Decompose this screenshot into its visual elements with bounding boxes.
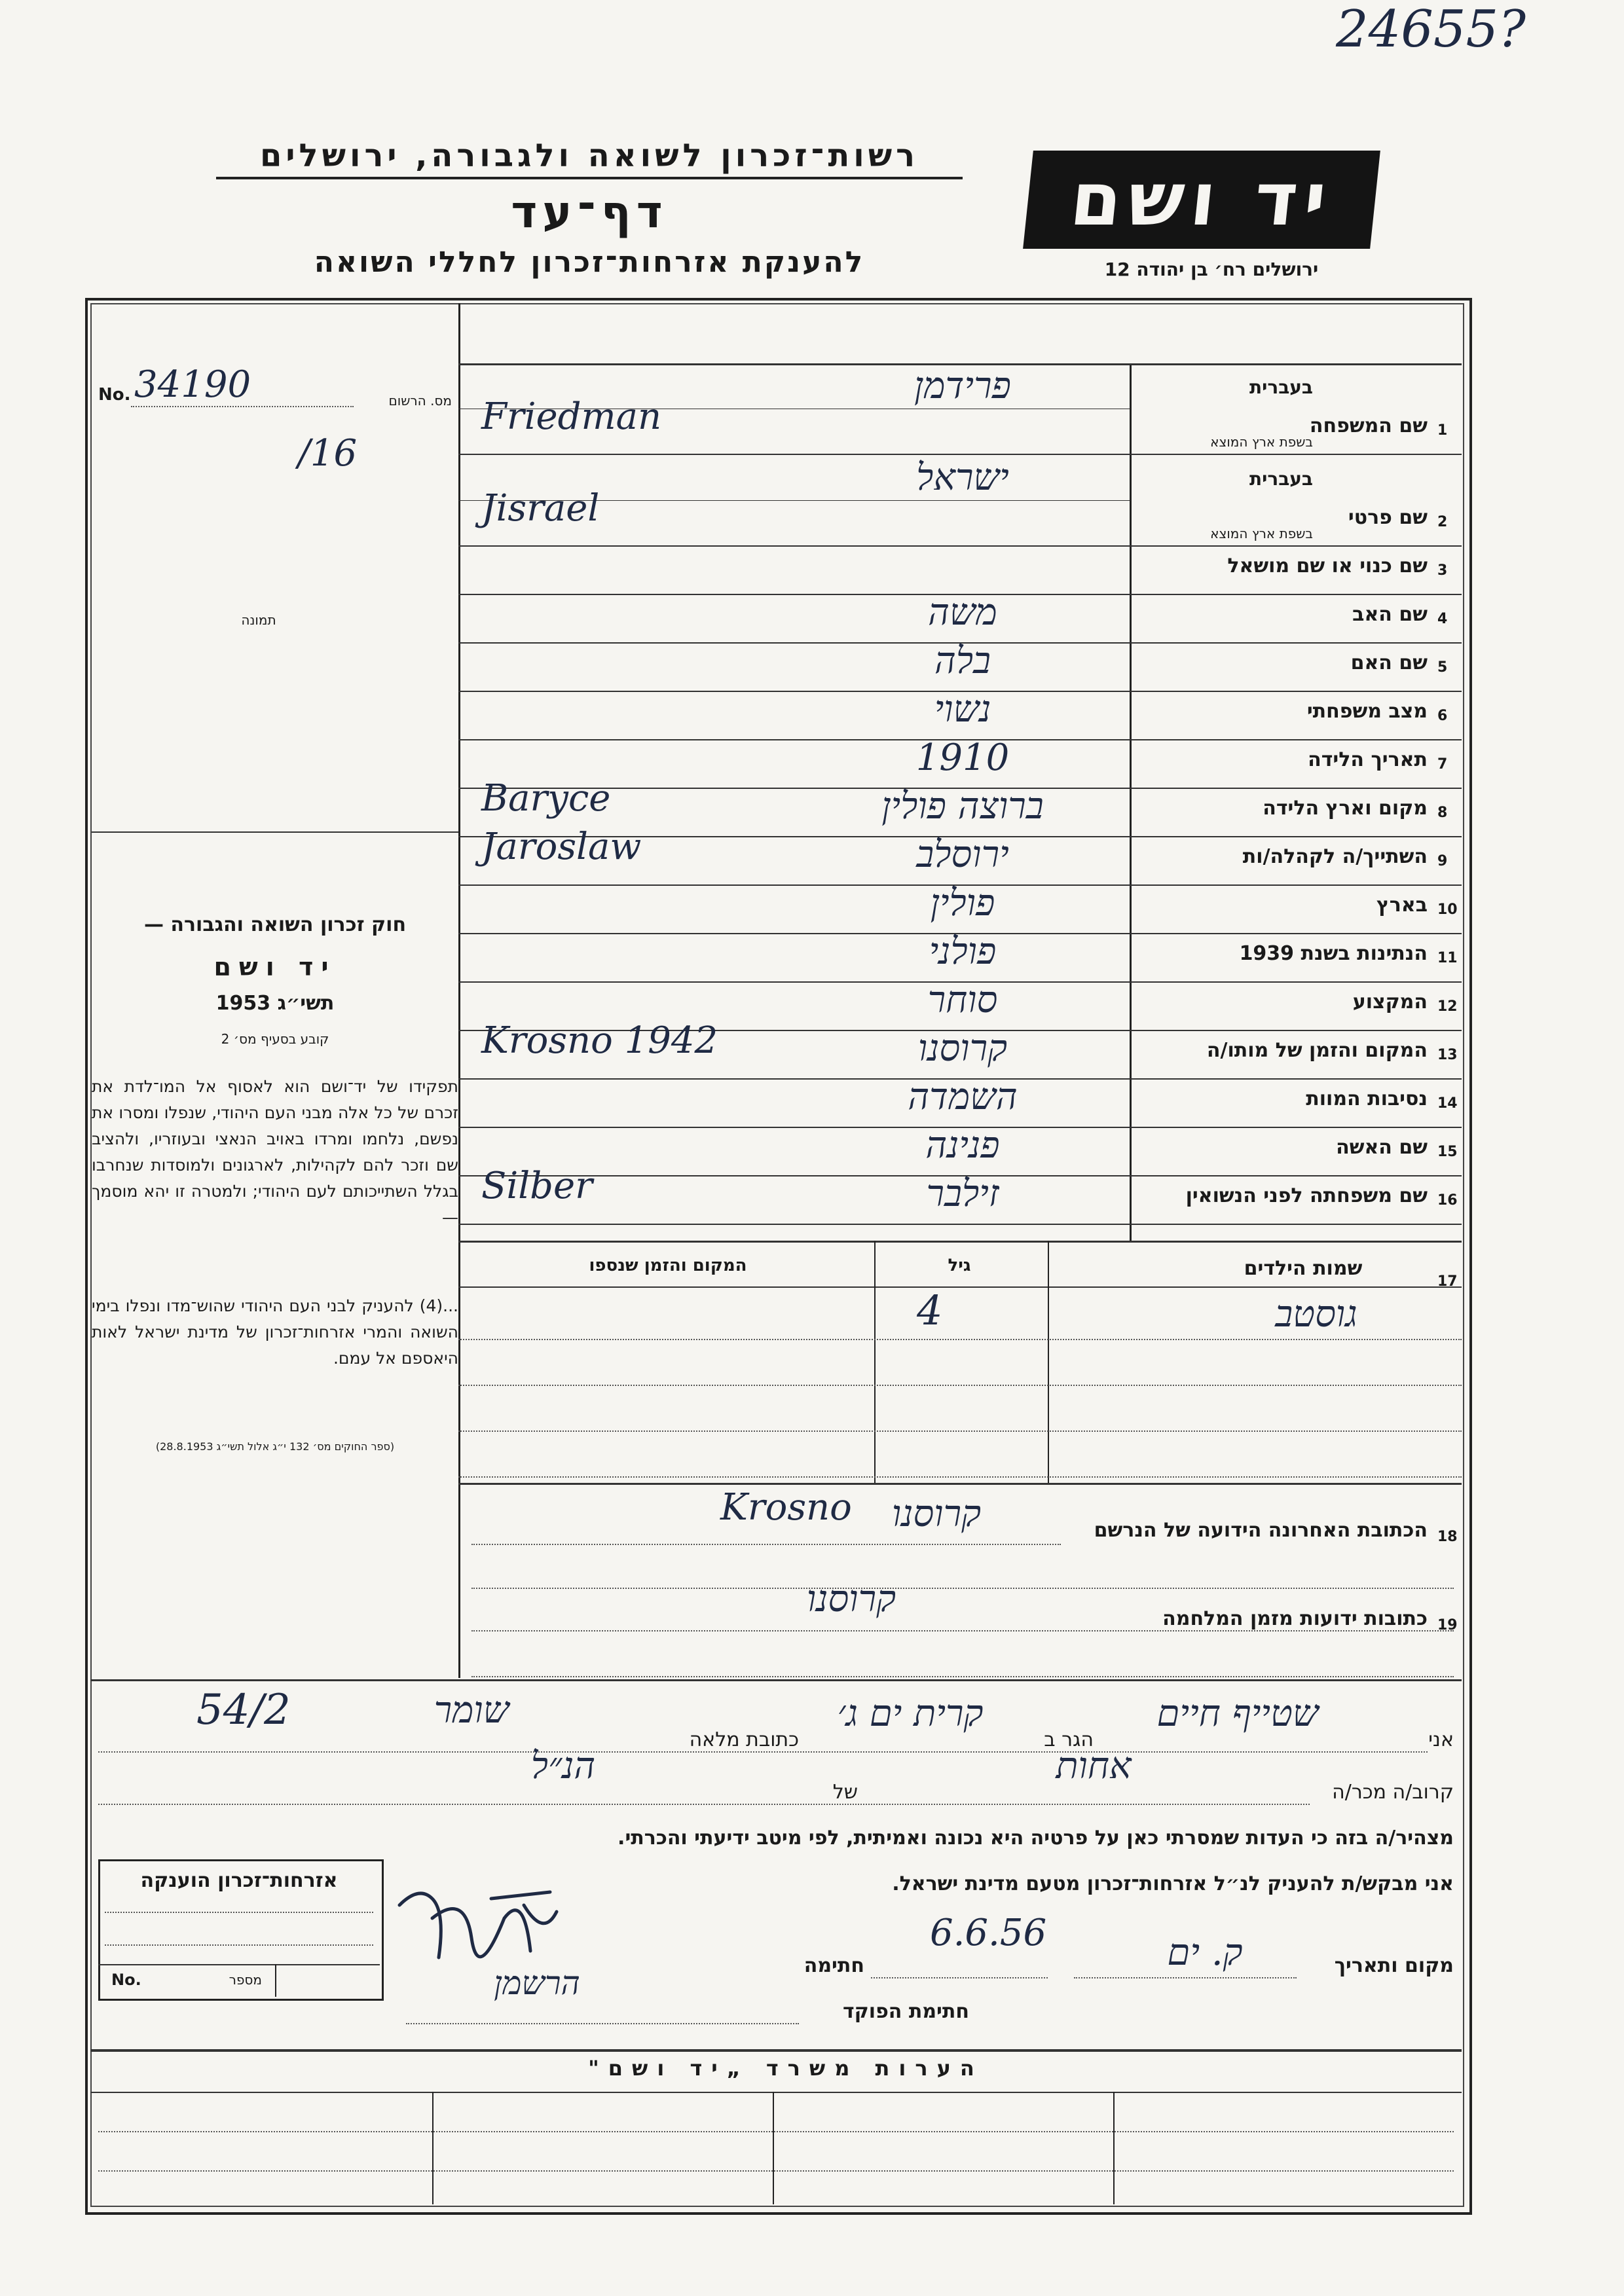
official-name: הרשמן — [494, 1964, 580, 2002]
law-name: יד ושם — [213, 953, 337, 981]
field-19-label: כתובות ידועות מזמן המלחמה — [1162, 1607, 1428, 1630]
children-row-line-2 — [458, 1385, 1462, 1386]
declaration-relation: אחות — [1056, 1745, 1132, 1787]
field-18-line-3 — [471, 1630, 1454, 1631]
office-notes-divider-3 — [1113, 2092, 1115, 2204]
field-18-line-2 — [471, 1588, 1454, 1589]
field-row-line-1 — [458, 454, 1462, 455]
stamp-box-number-label: מספר — [229, 1972, 262, 1988]
law-footnote: (ספר החוקים מס׳ 132 י״ג אלול תשי״ג 28.8.1953) — [155, 1440, 395, 1453]
field-7-value: 1910 — [915, 737, 1010, 779]
field-8-value: ברוצה פולין — [881, 785, 1044, 828]
field-5-label: שם האם — [1350, 651, 1428, 674]
stamp-box-divider — [98, 1964, 380, 1965]
field-12-value: סוחר — [927, 979, 998, 1021]
field-15-value: פנינה — [925, 1124, 1000, 1167]
registration-number: 34190 — [134, 363, 251, 406]
field-9-value-latin: Jaroslaw — [481, 826, 642, 868]
children-row-line-1 — [458, 1339, 1462, 1340]
field-11-value: פולני — [929, 930, 997, 973]
children-col-age: גיל — [948, 1256, 971, 1275]
children-row-line-3 — [458, 1430, 1462, 1432]
declaration-full-address-label: כתובת מלאה — [689, 1728, 799, 1751]
law-paragraph-2: ...(4) להעניק לבני העם היהודי שהוש־מדו ונפלו בימי השואה והמרי אזרחות־זכרון של מדינת ישראל לאות היאספם אל עמם. — [92, 1296, 458, 1368]
field-6-number: 6 — [1437, 708, 1448, 724]
declaration-street: שומר — [434, 1689, 509, 1732]
field-18-line — [471, 1544, 1061, 1545]
field-row-line-2 — [458, 545, 1462, 547]
field-9-number: 9 — [1437, 853, 1448, 869]
field-16-value: זילבר — [926, 1173, 999, 1215]
declaration-top — [90, 1679, 1462, 1681]
place-date-label: מקום ותאריך — [1334, 1954, 1454, 1977]
field-8-number: 8 — [1437, 805, 1448, 821]
field-11-number: 11 — [1437, 950, 1458, 966]
field-5-number: 5 — [1437, 659, 1448, 676]
office-notes-title: הערות משרד „יד ושם" — [588, 2056, 984, 2081]
field-7-number: 7 — [1437, 756, 1448, 773]
field-1-number: 1 — [1437, 422, 1448, 439]
children-col-place: המקום והזמן שנספו — [589, 1256, 747, 1275]
field-15-label: שם האשה — [1336, 1136, 1428, 1159]
declaration-city: קרית ים ג׳ — [837, 1692, 984, 1735]
field-2-value-latin: Jisrael — [481, 487, 600, 530]
field-19-number: 19 — [1437, 1617, 1458, 1633]
form-subtitle: להענקת אזרחות־זכרון לחללי השואה — [314, 246, 865, 279]
column-divider-left — [458, 303, 460, 1678]
law-title: חוק זכרון השואה והגבורה — — [143, 913, 407, 936]
field-10-value: פולין — [930, 882, 995, 924]
field-9-label: השתייך/ה לקהלה/ות — [1242, 845, 1428, 868]
declaration-house: 54/2 — [196, 1686, 291, 1734]
field-14-value: השמדה — [908, 1076, 1018, 1118]
field-2-sub-origin: בשפת ארץ המוצא — [1210, 526, 1313, 541]
field-16-value-latin: Silber — [481, 1165, 593, 1207]
official-signature-line — [406, 2023, 799, 2024]
logo-address: ירושלים רח׳ בן יהודה 12 — [1104, 259, 1319, 280]
field-16-label: שם משפחתה לפני הנשואין — [1185, 1184, 1428, 1207]
children-col-divider-2 — [1048, 1241, 1049, 1483]
field-11-label: הנתינות בשנת 1939 — [1239, 942, 1428, 965]
field-19-line — [471, 1676, 1454, 1677]
field-10-label: בארץ — [1376, 894, 1428, 917]
declaration-i-label: אני — [1428, 1728, 1454, 1751]
office-notes-top — [90, 2049, 1462, 2052]
child-name-1: גוסטב — [1275, 1293, 1357, 1336]
field-4-label: שם האב — [1352, 603, 1428, 626]
office-notes-line-1 — [98, 2131, 1454, 2132]
field-5-value: בלה — [934, 640, 991, 682]
field-3-label: שם כנוי או שם מושאל — [1227, 555, 1428, 577]
field-12-number: 12 — [1437, 998, 1458, 1015]
form-title: דף־עד — [511, 187, 668, 238]
authority-name: רשות־זכרון לשואה ולגבורה, ירושלים — [216, 137, 963, 179]
field-6-value: נשוי — [934, 688, 991, 731]
field-4-value: משה — [928, 591, 997, 634]
field-18-value-latin: Krosno — [720, 1486, 852, 1529]
field-1-label: שם המשפחה — [1309, 414, 1428, 437]
office-notes-divider-2 — [773, 2092, 774, 2204]
office-notes-divider-1 — [432, 2092, 434, 2204]
office-notes-header-bottom — [90, 2092, 1462, 2093]
field-9-value: ירוסלב — [916, 833, 1009, 876]
field-8-value-latin: Baryce — [481, 777, 611, 820]
field-14-label: נסיבות המוות — [1306, 1087, 1428, 1110]
field-12-label: המקצוע — [1352, 991, 1428, 1013]
registration-number-label: מס. הרשום — [388, 393, 452, 409]
law-year — [92, 992, 458, 1015]
field-1-value: פרידמן — [914, 365, 1011, 407]
field-15-number: 15 — [1437, 1144, 1458, 1160]
field-2-sub-hebrew: בעברית — [1249, 468, 1313, 490]
field-14-number: 14 — [1437, 1095, 1458, 1112]
field-2-value: ישראל — [916, 456, 1009, 499]
field-18-number: 18 — [1437, 1529, 1458, 1545]
stamp-box-line-2 — [105, 1944, 373, 1946]
children-row-line-4 — [458, 1476, 1462, 1478]
field-16-number: 16 — [1437, 1192, 1458, 1209]
declaration-statement: מצהיר/ה בזה כי העדות שמסרתי כאן על פרטיה היא נכונה ואמיתית, לפי מיטב ידיעתי והכרתי. — [618, 1827, 1454, 1850]
addresses-top — [458, 1483, 1462, 1485]
field-1-sub-hebrew: בעברית — [1249, 376, 1313, 398]
field-6-label: מצב משפחתי — [1306, 700, 1428, 723]
signature-line — [871, 1977, 1048, 1978]
photo-label: תמונה — [241, 612, 276, 628]
law-year-number: 1953 — [215, 992, 271, 1015]
declaration-place: ק. ים — [1167, 1931, 1243, 1974]
declaration-relative-label: קרוב/ה מכר/ה — [1332, 1781, 1454, 1804]
field-18-value: קרוסנו — [891, 1493, 982, 1535]
declaration-date: 6.6.56 — [930, 1912, 1047, 1954]
column-divider-right — [1130, 363, 1132, 1241]
children-col-names: שמות הילדים — [1244, 1257, 1363, 1280]
field-17-number: 17 — [1437, 1273, 1458, 1290]
law-year-hebrew: תשי״ג — [277, 992, 335, 1015]
children-header-bottom — [458, 1286, 1462, 1288]
yad-vashem-logo: יד ושם — [1023, 151, 1380, 249]
stamp-box-no-prefix: No. — [111, 1971, 141, 1989]
declaration-request: אני מבקש/ת להעניק לנ״ל אזרחות־זכרון מטעם מדינת ישראל. — [892, 1872, 1454, 1895]
signature-label: חתימה — [803, 1954, 864, 1977]
declaration-resides-label: הגר ב — [1044, 1728, 1094, 1751]
declaration-of-label: של — [832, 1781, 858, 1804]
signature-scribble-icon — [393, 1879, 563, 1977]
no-prefix: No. — [98, 385, 131, 405]
law-clause: קובע בסעיף מס׳ 2 — [221, 1031, 329, 1047]
law-paragraph-1: תפקידו של יד־ושם הוא לאסוף אל המו־לדת את זכרם של כל אלה מבני העם היהודי, שנפלו ומסרו את נפשם, נלחמו ומרדו באויב הנאצי ובעוזריו, ולהציב שם וזכר להם לקהילות, לארגונים ולמוסדות שנחרבו בגלל השתייכותם לעם היהודי; ולמטרה זו יהא מוסמך — — [92, 1077, 458, 1227]
archive-number: 24655? — [1336, 0, 1526, 59]
field-13-value: קרוסנו — [917, 1027, 1008, 1070]
registration-mark: /16 — [298, 432, 358, 475]
field-1-sub-origin: בשפת ארץ המוצא — [1210, 434, 1313, 450]
place-date-line — [1074, 1977, 1297, 1978]
stamp-box-title: אזרחות־זכרון הוענקה — [140, 1869, 338, 1892]
field-13-value-latin: Krosno 1942 — [481, 1019, 718, 1062]
children-header-top — [458, 1241, 1462, 1243]
children-col-divider-1 — [874, 1241, 876, 1483]
field-13-label: המקום והזמן של מותו/ה — [1206, 1039, 1428, 1062]
official-signature-label: חתימת הפוקד — [843, 2000, 969, 2023]
declaration-of-whom: הנ״ל — [530, 1745, 596, 1787]
field-8-label: מקום וארץ הלידה — [1263, 797, 1428, 820]
field-19-value: קרוסנו — [806, 1578, 896, 1620]
registration-number-line — [131, 406, 354, 407]
field-3-number: 3 — [1437, 562, 1448, 579]
field-13-number: 13 — [1437, 1047, 1458, 1063]
field-7-label: תאריך הלידה — [1308, 748, 1428, 771]
declarant-signature-icon — [393, 1879, 563, 1977]
stamp-box-line-1 — [105, 1912, 373, 1913]
declaration-line-1 — [98, 1751, 1428, 1753]
field-2-label: שם פרטי — [1348, 506, 1428, 529]
field-18-label: הכתובת האחרונה הידועה של הנרשם — [1094, 1519, 1428, 1542]
field-1-value-latin: Friedman — [481, 395, 662, 438]
stamp-box-number-divider — [275, 1964, 276, 1997]
field-10-number: 10 — [1437, 902, 1458, 918]
field-row-line-16 — [458, 1224, 1462, 1225]
field-2-number: 2 — [1437, 514, 1448, 530]
photo-area-divider — [92, 831, 458, 833]
declarant-name: שטייף חיים — [1156, 1692, 1319, 1735]
office-notes-line-2 — [98, 2170, 1454, 2172]
field-4-number: 4 — [1437, 611, 1448, 627]
declaration-line-2 — [98, 1804, 1310, 1805]
child-age-1: 4 — [917, 1286, 943, 1334]
